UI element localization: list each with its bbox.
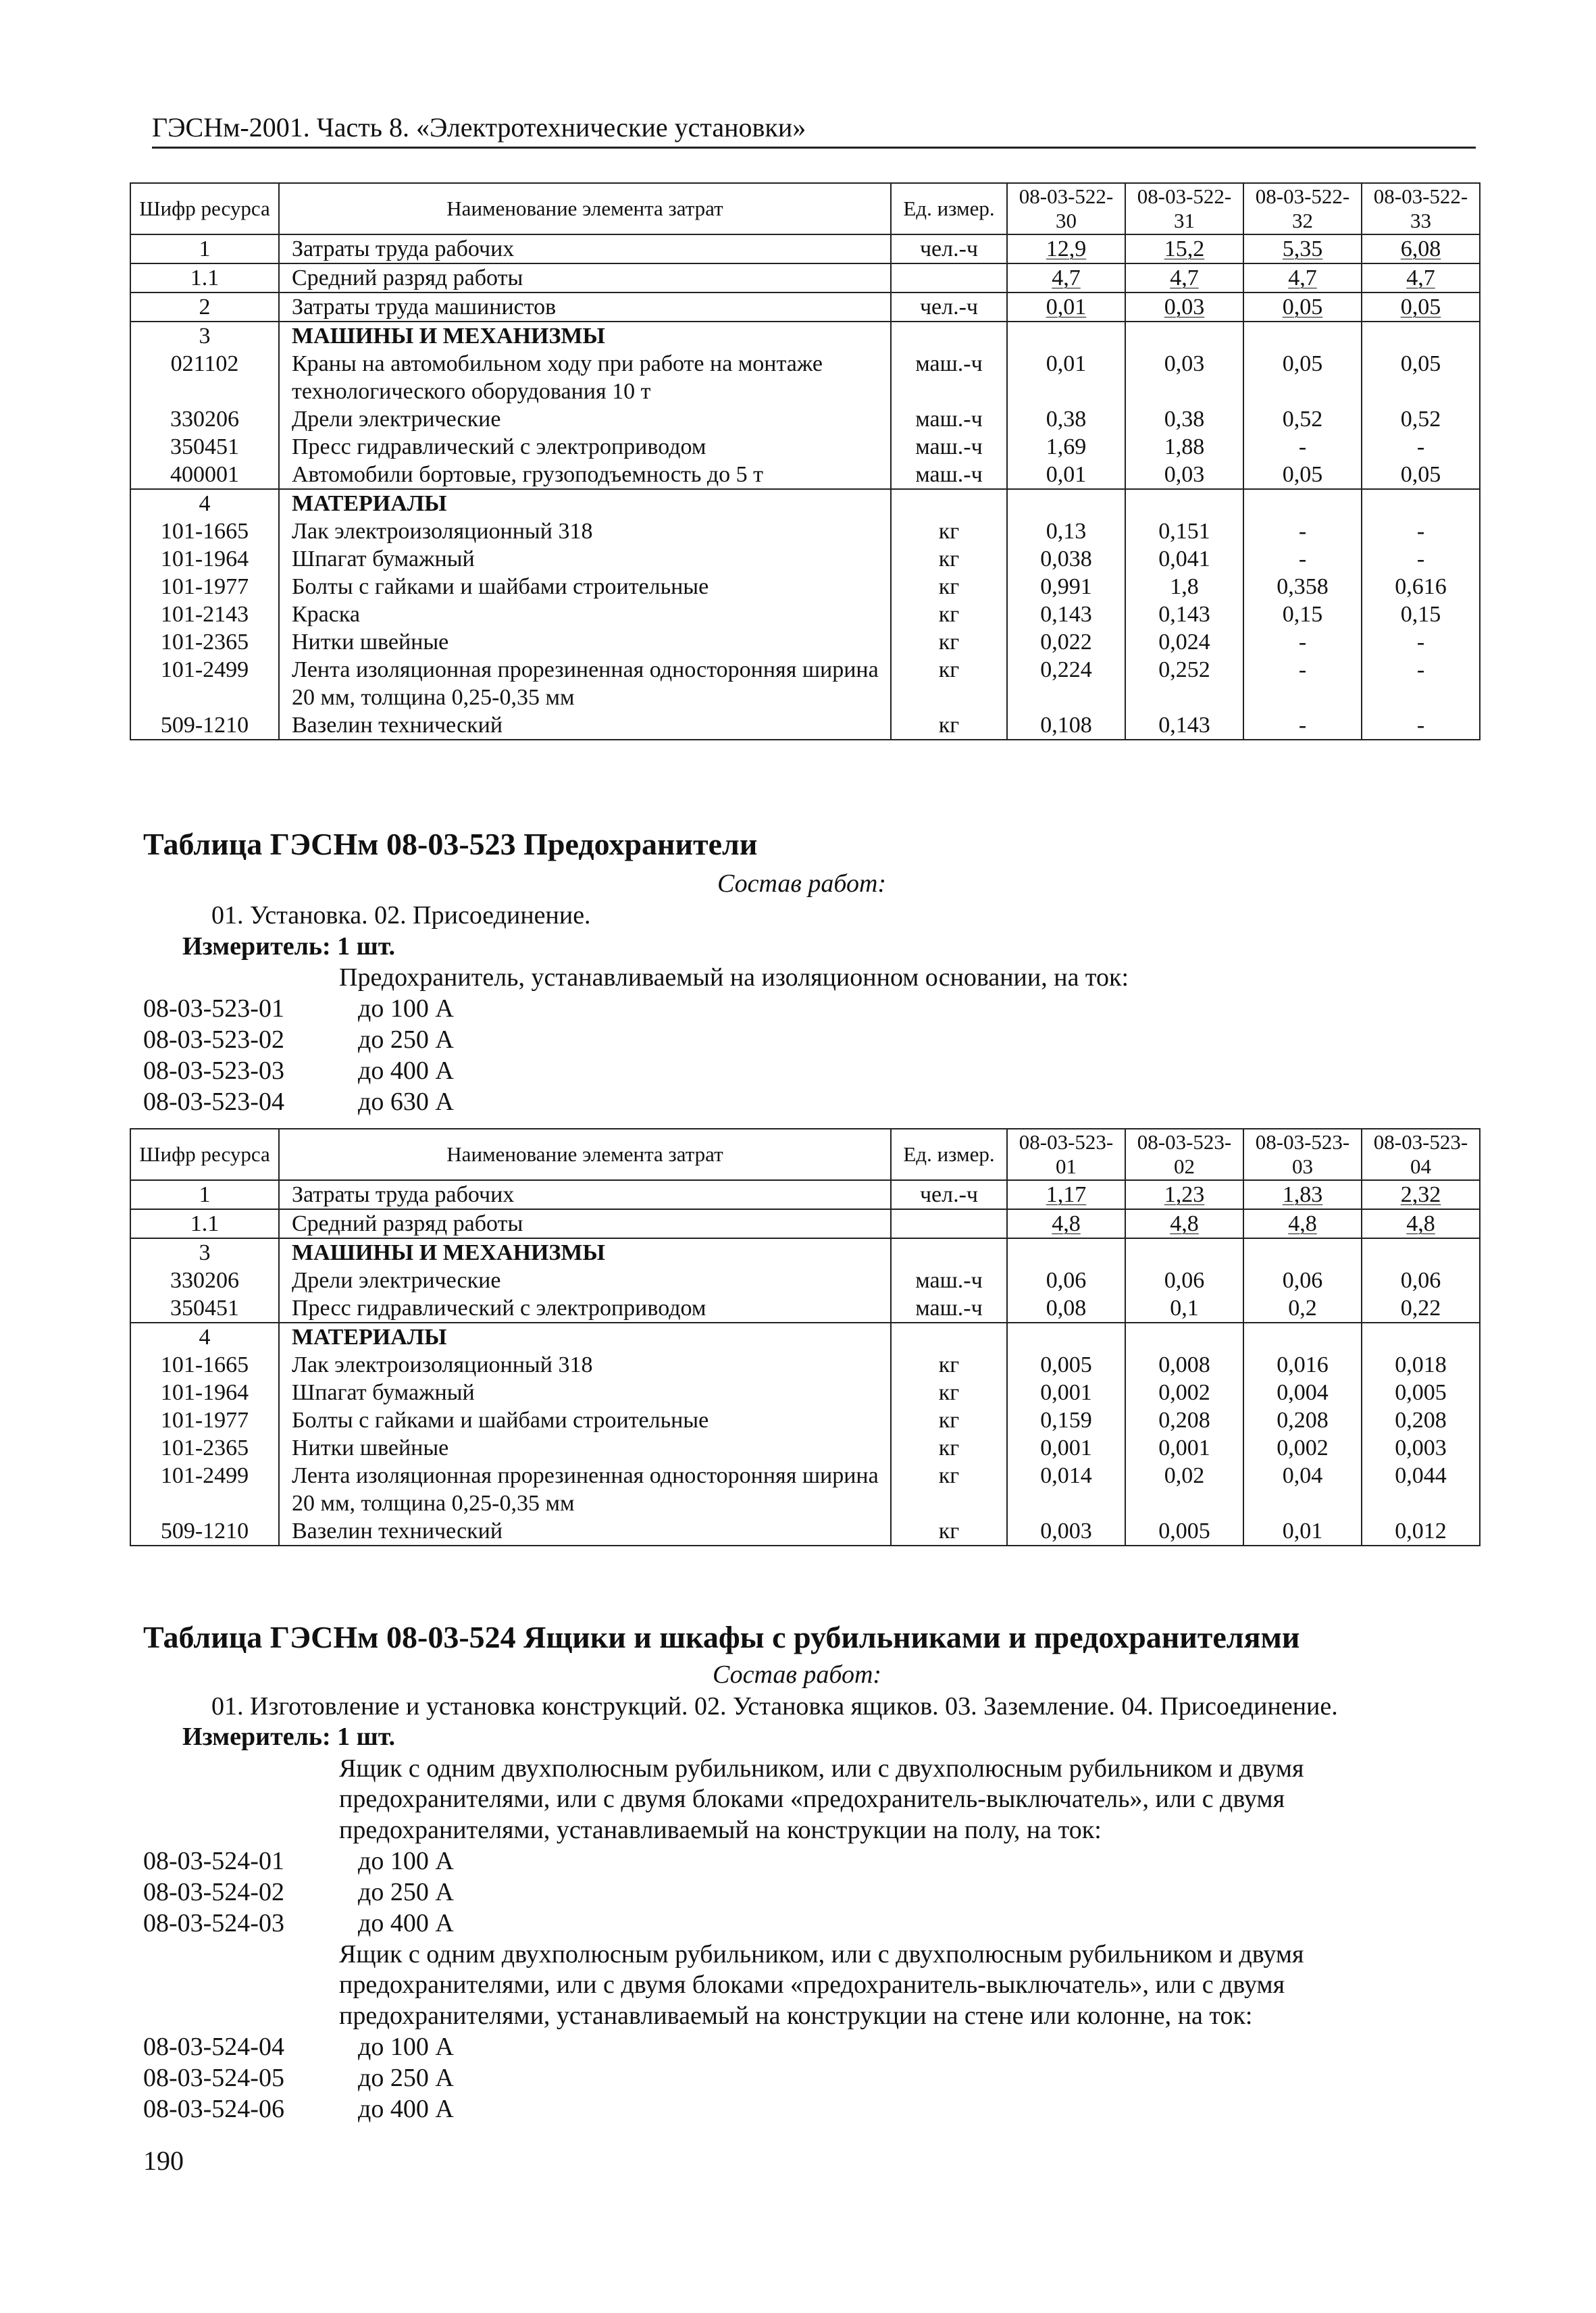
col-header-norm: 08-03-523-04: [1362, 1129, 1480, 1180]
col-header-norm: 08-03-522-30: [1007, 183, 1125, 234]
cell-code: 101-1964: [130, 545, 279, 573]
cell-value: [1362, 489, 1480, 517]
cell-value: 12,9: [1007, 234, 1125, 263]
cell-value: 4,8: [1007, 1209, 1125, 1238]
cell-value: 0,001: [1125, 1434, 1243, 1462]
composition-text: 01. Изготовление и установка конструкций. 02. Установка ящиков. 03. Заземление. 04. Присоединение.: [211, 1692, 1338, 1721]
table-row: [130, 489, 1480, 517]
cell-code: 4: [130, 489, 279, 517]
cell-unit: [891, 1323, 1007, 1351]
cell-value: 0,041: [1125, 545, 1243, 573]
cell-value: [1125, 1238, 1243, 1267]
cell-value: 0,038: [1007, 545, 1125, 573]
cell-value: 0,108: [1007, 711, 1125, 740]
cell-value: 0,38: [1007, 405, 1125, 433]
cell-value: 0,001: [1007, 1379, 1125, 1406]
cell-name: Лента изоляционная прорезиненная односторонняя ширина 20 мм, толщина 0,25-0,35 мм: [279, 1462, 891, 1517]
col-header-code: Шифр ресурса: [130, 1129, 279, 1180]
cell-value: 0,06: [1362, 1267, 1480, 1294]
cell-value: 0,014: [1007, 1462, 1125, 1517]
cell-value: 4,8: [1362, 1209, 1480, 1238]
composition-text: 01. Установка. 02. Присоединение.: [211, 901, 591, 930]
item-description: предохранителями, устанавливаемый на конструкции на стене или колонне, на ток:: [339, 2002, 1253, 2030]
cell-value: 0,38: [1125, 405, 1243, 433]
cell-value: 0,002: [1125, 1379, 1243, 1406]
table-row: [130, 234, 1480, 263]
col-header-norm: 08-03-522-33: [1362, 183, 1480, 234]
cell-name: Пресс гидравлический с электроприводом: [279, 1294, 891, 1323]
table-row: [130, 711, 1480, 740]
cell-value: 0,005: [1125, 1517, 1243, 1546]
cell-code: 101-1977: [130, 573, 279, 601]
table-row: [130, 1406, 1480, 1434]
cell-name: МАТЕРИАЛЫ: [279, 489, 891, 517]
item-description: предохранителями, устанавливаемый на конструкции на полу, на ток:: [339, 1816, 1102, 1844]
cell-value: 0,15: [1362, 601, 1480, 628]
cell-code: 350451: [130, 1294, 279, 1323]
cell-unit: маш.-ч: [891, 1294, 1007, 1323]
cell-value: 0,159: [1007, 1406, 1125, 1434]
cell-unit: кг: [891, 601, 1007, 628]
cell-code: 2: [130, 293, 279, 322]
cell-name: Дрели электрические: [279, 405, 891, 433]
cell-value: 0,15: [1243, 601, 1362, 628]
cell-value: 0,616: [1362, 573, 1480, 601]
cell-unit: [891, 263, 1007, 293]
cell-name: Болты с гайками и шайбами строительные: [279, 1406, 891, 1434]
cell-code: 101-1964: [130, 1379, 279, 1406]
cell-unit: кг: [891, 1434, 1007, 1462]
composition-label: Состав работ:: [717, 869, 887, 898]
cell-code: 330206: [130, 405, 279, 433]
cell-code: 1.1: [130, 263, 279, 293]
cell-value: [1007, 489, 1125, 517]
table-row: [130, 405, 1480, 433]
cell-value: 0,151: [1125, 517, 1243, 545]
cell-code: 1: [130, 234, 279, 263]
cell-name: Болты с гайками и шайбами строительные: [279, 573, 891, 601]
cell-value: [1362, 322, 1480, 350]
cell-unit: кг: [891, 1351, 1007, 1379]
cell-value: [1243, 322, 1362, 350]
resource-table-523: [130, 1128, 1481, 1546]
cell-unit: кг: [891, 711, 1007, 740]
norm-value: до 100 А: [358, 994, 454, 1023]
cell-value: -: [1362, 433, 1480, 461]
cell-name: Затраты труда рабочих: [279, 1180, 891, 1209]
cell-value: 4,8: [1243, 1209, 1362, 1238]
cell-value: 0,252: [1125, 656, 1243, 711]
table-row: [130, 1267, 1480, 1294]
cell-value: 0,06: [1125, 1267, 1243, 1294]
cell-unit: кг: [891, 656, 1007, 711]
cell-value: [1125, 1323, 1243, 1351]
norm-value: до 400 А: [358, 1057, 454, 1085]
cell-value: 0,224: [1007, 656, 1125, 711]
norm-code: 08-03-524-05: [143, 2064, 284, 2092]
cell-value: 0,13: [1007, 517, 1125, 545]
cell-unit: маш.-ч: [891, 1267, 1007, 1294]
cell-value: 0,05: [1362, 350, 1480, 405]
cell-value: 0,002: [1243, 1434, 1362, 1462]
cell-name: Дрели электрические: [279, 1267, 891, 1294]
cell-value: 0,001: [1007, 1434, 1125, 1462]
cell-code: 509-1210: [130, 1517, 279, 1546]
cell-value: 0,01: [1243, 1517, 1362, 1546]
cell-value: 0,208: [1125, 1406, 1243, 1434]
cell-value: 0,005: [1007, 1351, 1125, 1379]
cell-value: 0,208: [1362, 1406, 1480, 1434]
cell-name: Шпагат бумажный: [279, 545, 891, 573]
norm-value: до 100 А: [358, 2033, 454, 2061]
cell-value: [1125, 322, 1243, 350]
cell-unit: кг: [891, 1379, 1007, 1406]
cell-value: 0,22: [1362, 1294, 1480, 1323]
norm-code: 08-03-524-04: [143, 2033, 284, 2061]
cell-value: 0,03: [1125, 293, 1243, 322]
cell-value: 1,83: [1243, 1180, 1362, 1209]
cell-code: 101-2499: [130, 1462, 279, 1517]
cell-value: 4,7: [1007, 263, 1125, 293]
cell-value: 0,005: [1362, 1379, 1480, 1406]
cell-value: 1,88: [1125, 433, 1243, 461]
cell-value: 2,32: [1362, 1180, 1480, 1209]
table-row: [130, 573, 1480, 601]
norm-value: до 400 А: [358, 1909, 454, 1937]
cell-value: [1362, 1238, 1480, 1267]
cell-unit: кг: [891, 628, 1007, 656]
col-header-norm: 08-03-523-02: [1125, 1129, 1243, 1180]
cell-unit: маш.-ч: [891, 433, 1007, 461]
cell-value: 0,003: [1007, 1517, 1125, 1546]
cell-value: -: [1243, 433, 1362, 461]
norm-value: до 250 А: [358, 1878, 454, 1906]
table-row: [130, 601, 1480, 628]
cell-value: -: [1362, 628, 1480, 656]
norm-code: 08-03-524-02: [143, 1878, 284, 1906]
cell-value: 0,2: [1243, 1294, 1362, 1323]
cell-name: Краска: [279, 601, 891, 628]
cell-name: МАТЕРИАЛЫ: [279, 1323, 891, 1351]
cell-name: Нитки швейные: [279, 1434, 891, 1462]
cell-name: Средний разряд работы: [279, 1209, 891, 1238]
table-row: [130, 1323, 1480, 1351]
cell-value: 0,143: [1125, 601, 1243, 628]
cell-value: 15,2: [1125, 234, 1243, 263]
table-row: [130, 545, 1480, 573]
cell-unit: [891, 322, 1007, 350]
meter-text: Измеритель: 1 шт.: [182, 1723, 396, 1751]
table-row: [130, 1351, 1480, 1379]
cell-value: 0,52: [1362, 405, 1480, 433]
cell-name: Затраты труда рабочих: [279, 234, 891, 263]
cell-unit: маш.-ч: [891, 461, 1007, 489]
cell-value: 4,8: [1125, 1209, 1243, 1238]
cell-unit: чел.-ч: [891, 234, 1007, 263]
norm-code: 08-03-523-02: [143, 1025, 284, 1054]
norm-value: до 250 А: [358, 2064, 454, 2092]
table-row: [130, 1434, 1480, 1462]
norm-code: 08-03-524-06: [143, 2095, 284, 2123]
cell-code: 101-2143: [130, 601, 279, 628]
page-number: 190: [143, 2145, 184, 2176]
norm-value: до 630 А: [358, 1088, 454, 1116]
cell-value: 0,08: [1007, 1294, 1125, 1323]
cell-value: 0,022: [1007, 628, 1125, 656]
cell-name: Лак электроизоляционный 318: [279, 517, 891, 545]
cell-code: 509-1210: [130, 711, 279, 740]
cell-unit: кг: [891, 1462, 1007, 1517]
table-body: [130, 1180, 1480, 1546]
meter-text: Измеритель: 1 шт.: [182, 932, 396, 961]
norm-code: 08-03-524-01: [143, 1847, 284, 1875]
norm-value: до 100 А: [358, 1847, 454, 1875]
cell-code: 4: [130, 1323, 279, 1351]
cell-value: 0,06: [1007, 1267, 1125, 1294]
cell-value: 0,01: [1007, 293, 1125, 322]
item-description: предохранителями, или с двумя блоками «предохранитель-выключатель», или с двумя: [339, 1785, 1285, 1813]
item-description: Предохранитель, устанавливаемый на изоляционном основании, на ток:: [339, 963, 1129, 992]
cell-value: [1007, 322, 1125, 350]
cell-code: 101-1977: [130, 1406, 279, 1434]
cell-name: Нитки швейные: [279, 628, 891, 656]
cell-code: 3: [130, 1238, 279, 1267]
col-header-norm: 08-03-522-31: [1125, 183, 1243, 234]
item-description: Ящик с одним двухполюсным рубильником, или с двухполюсным рубильником и двумя: [339, 1940, 1304, 1968]
cell-value: [1007, 1238, 1125, 1267]
cell-code: 101-1665: [130, 1351, 279, 1379]
cell-code: 400001: [130, 461, 279, 489]
cell-name: Лента изоляционная прорезиненная односторонняя ширина 20 мм, толщина 0,25-0,35 мм: [279, 656, 891, 711]
cell-unit: кг: [891, 1406, 1007, 1434]
cell-value: 4,7: [1243, 263, 1362, 293]
col-header-code: Шифр ресурса: [130, 183, 279, 234]
cell-name: Вазелин технический: [279, 711, 891, 740]
cell-code: 330206: [130, 1267, 279, 1294]
col-header-norm: 08-03-522-32: [1243, 183, 1362, 234]
cell-value: 0,012: [1362, 1517, 1480, 1546]
cell-value: -: [1243, 517, 1362, 545]
col-header-norm: 08-03-523-01: [1007, 1129, 1125, 1180]
cell-value: 5,35: [1243, 234, 1362, 263]
table-row: [130, 1180, 1480, 1209]
cell-value: -: [1243, 711, 1362, 740]
cell-value: [1243, 1323, 1362, 1351]
norm-code: 08-03-523-01: [143, 994, 284, 1023]
table-row: [130, 461, 1480, 489]
cell-code: 101-2365: [130, 1434, 279, 1462]
table-row: [130, 293, 1480, 322]
cell-value: 0,143: [1125, 711, 1243, 740]
cell-value: 1,23: [1125, 1180, 1243, 1209]
cell-value: 0,03: [1125, 461, 1243, 489]
cell-value: -: [1243, 656, 1362, 711]
table-row: [130, 1209, 1480, 1238]
table-row: [130, 433, 1480, 461]
cell-name: Шпагат бумажный: [279, 1379, 891, 1406]
cell-unit: чел.-ч: [891, 293, 1007, 322]
cell-code: 3: [130, 322, 279, 350]
cell-code: 101-2365: [130, 628, 279, 656]
col-header-name: Наименование элемента затрат: [279, 183, 891, 234]
cell-value: 0,01: [1007, 461, 1125, 489]
cell-unit: маш.-ч: [891, 350, 1007, 405]
cell-value: 0,016: [1243, 1351, 1362, 1379]
cell-code: 350451: [130, 433, 279, 461]
table-row: [130, 656, 1480, 711]
cell-value: 0,208: [1243, 1406, 1362, 1434]
cell-value: 0,003: [1362, 1434, 1480, 1462]
table-row: [130, 1238, 1480, 1267]
cell-value: [1362, 1323, 1480, 1351]
composition-label: Состав работ:: [713, 1660, 882, 1689]
norm-code: 08-03-523-03: [143, 1057, 284, 1085]
cell-name: МАШИНЫ И МЕХАНИЗМЫ: [279, 1238, 891, 1267]
cell-code: 101-2499: [130, 656, 279, 711]
cell-unit: чел.-ч: [891, 1180, 1007, 1209]
cell-unit: [891, 1209, 1007, 1238]
cell-value: 0,008: [1125, 1351, 1243, 1379]
cell-value: -: [1362, 517, 1480, 545]
cell-unit: [891, 1238, 1007, 1267]
item-description: Ящик с одним двухполюсным рубильником, или с двухполюсным рубильником и двумя: [339, 1754, 1304, 1783]
table-row: [130, 1294, 1480, 1323]
table-row: [130, 1379, 1480, 1406]
cell-code: 1: [130, 1180, 279, 1209]
cell-value: 0,04: [1243, 1462, 1362, 1517]
table-row: [130, 1517, 1480, 1546]
col-header-unit: Ед. измер.: [891, 183, 1007, 234]
cell-unit: маш.-ч: [891, 405, 1007, 433]
cell-unit: кг: [891, 545, 1007, 573]
cell-unit: кг: [891, 1517, 1007, 1546]
cell-name: Автомобили бортовые, грузоподъемность до 5 т: [279, 461, 891, 489]
cell-value: 0,004: [1243, 1379, 1362, 1406]
cell-value: 0,05: [1362, 293, 1480, 322]
cell-value: [1243, 489, 1362, 517]
cell-value: 6,08: [1362, 234, 1480, 263]
col-header-name: Наименование элемента затрат: [279, 1129, 891, 1180]
cell-value: 0,06: [1243, 1267, 1362, 1294]
cell-value: 0,05: [1243, 293, 1362, 322]
cell-value: 0,05: [1362, 461, 1480, 489]
cell-name: Лак электроизоляционный 318: [279, 1351, 891, 1379]
cell-unit: кг: [891, 573, 1007, 601]
cell-name: Средний разряд работы: [279, 263, 891, 293]
cell-value: 0,01: [1007, 350, 1125, 405]
col-header-unit: Ед. измер.: [891, 1129, 1007, 1180]
cell-name: Пресс гидравлический с электроприводом: [279, 433, 891, 461]
norm-code: 08-03-523-04: [143, 1088, 284, 1116]
table-row: [130, 1462, 1480, 1517]
cell-value: 0,52: [1243, 405, 1362, 433]
cell-value: -: [1362, 545, 1480, 573]
cell-value: 0,018: [1362, 1351, 1480, 1379]
cell-name: Вазелин технический: [279, 1517, 891, 1546]
cell-unit: кг: [891, 517, 1007, 545]
resource-table-522: [130, 182, 1481, 740]
table-title-523: Таблица ГЭСНм 08-03-523 Предохранители: [143, 827, 758, 861]
cell-value: -: [1243, 545, 1362, 573]
cell-code: 021102: [130, 350, 279, 405]
table-row: [130, 628, 1480, 656]
cell-value: 1,8: [1125, 573, 1243, 601]
cell-value: -: [1362, 656, 1480, 711]
cell-value: 0,02: [1125, 1462, 1243, 1517]
cell-value: [1125, 489, 1243, 517]
table-row: [130, 263, 1480, 293]
norm-value: до 250 А: [358, 1025, 454, 1054]
cell-value: 0,05: [1243, 461, 1362, 489]
cell-value: 0,03: [1125, 350, 1243, 405]
norm-code: 08-03-524-03: [143, 1909, 284, 1937]
cell-value: 4,7: [1362, 263, 1480, 293]
cell-name: МАШИНЫ И МЕХАНИЗМЫ: [279, 322, 891, 350]
cell-value: 0,05: [1243, 350, 1362, 405]
cell-code: 1.1: [130, 1209, 279, 1238]
cell-value: 0,143: [1007, 601, 1125, 628]
table-row: [130, 350, 1480, 405]
cell-value: 0,044: [1362, 1462, 1480, 1517]
cell-value: 0,024: [1125, 628, 1243, 656]
cell-value: -: [1243, 628, 1362, 656]
cell-value: 4,7: [1125, 263, 1243, 293]
table-body: [130, 234, 1480, 740]
cell-name: Затраты труда машинистов: [279, 293, 891, 322]
cell-value: [1007, 1323, 1125, 1351]
cell-unit: [891, 489, 1007, 517]
table-row: [130, 322, 1480, 350]
table-row: [130, 517, 1480, 545]
table-title-524: Таблица ГЭСНм 08-03-524 Ящики и шкафы с рубильниками и предохранителями: [143, 1620, 1300, 1654]
cell-value: 1,69: [1007, 433, 1125, 461]
cell-value: -: [1362, 711, 1480, 740]
cell-value: 1,17: [1007, 1180, 1125, 1209]
norm-value: до 400 А: [358, 2095, 454, 2123]
cell-code: 101-1665: [130, 517, 279, 545]
item-description: предохранителями, или с двумя блоками «предохранитель-выключатель», или с двумя: [339, 1971, 1285, 1999]
cell-value: 0,1: [1125, 1294, 1243, 1323]
col-header-norm: 08-03-523-03: [1243, 1129, 1362, 1180]
cell-value: 0,358: [1243, 573, 1362, 601]
cell-name: Краны на автомобильном ходу при работе на монтаже технологического оборудования 10 т: [279, 350, 891, 405]
cell-value: [1243, 1238, 1362, 1267]
cell-value: 0,991: [1007, 573, 1125, 601]
running-header: ГЭСНм-2001. Часть 8. «Электротехнические установки»: [152, 111, 1476, 149]
